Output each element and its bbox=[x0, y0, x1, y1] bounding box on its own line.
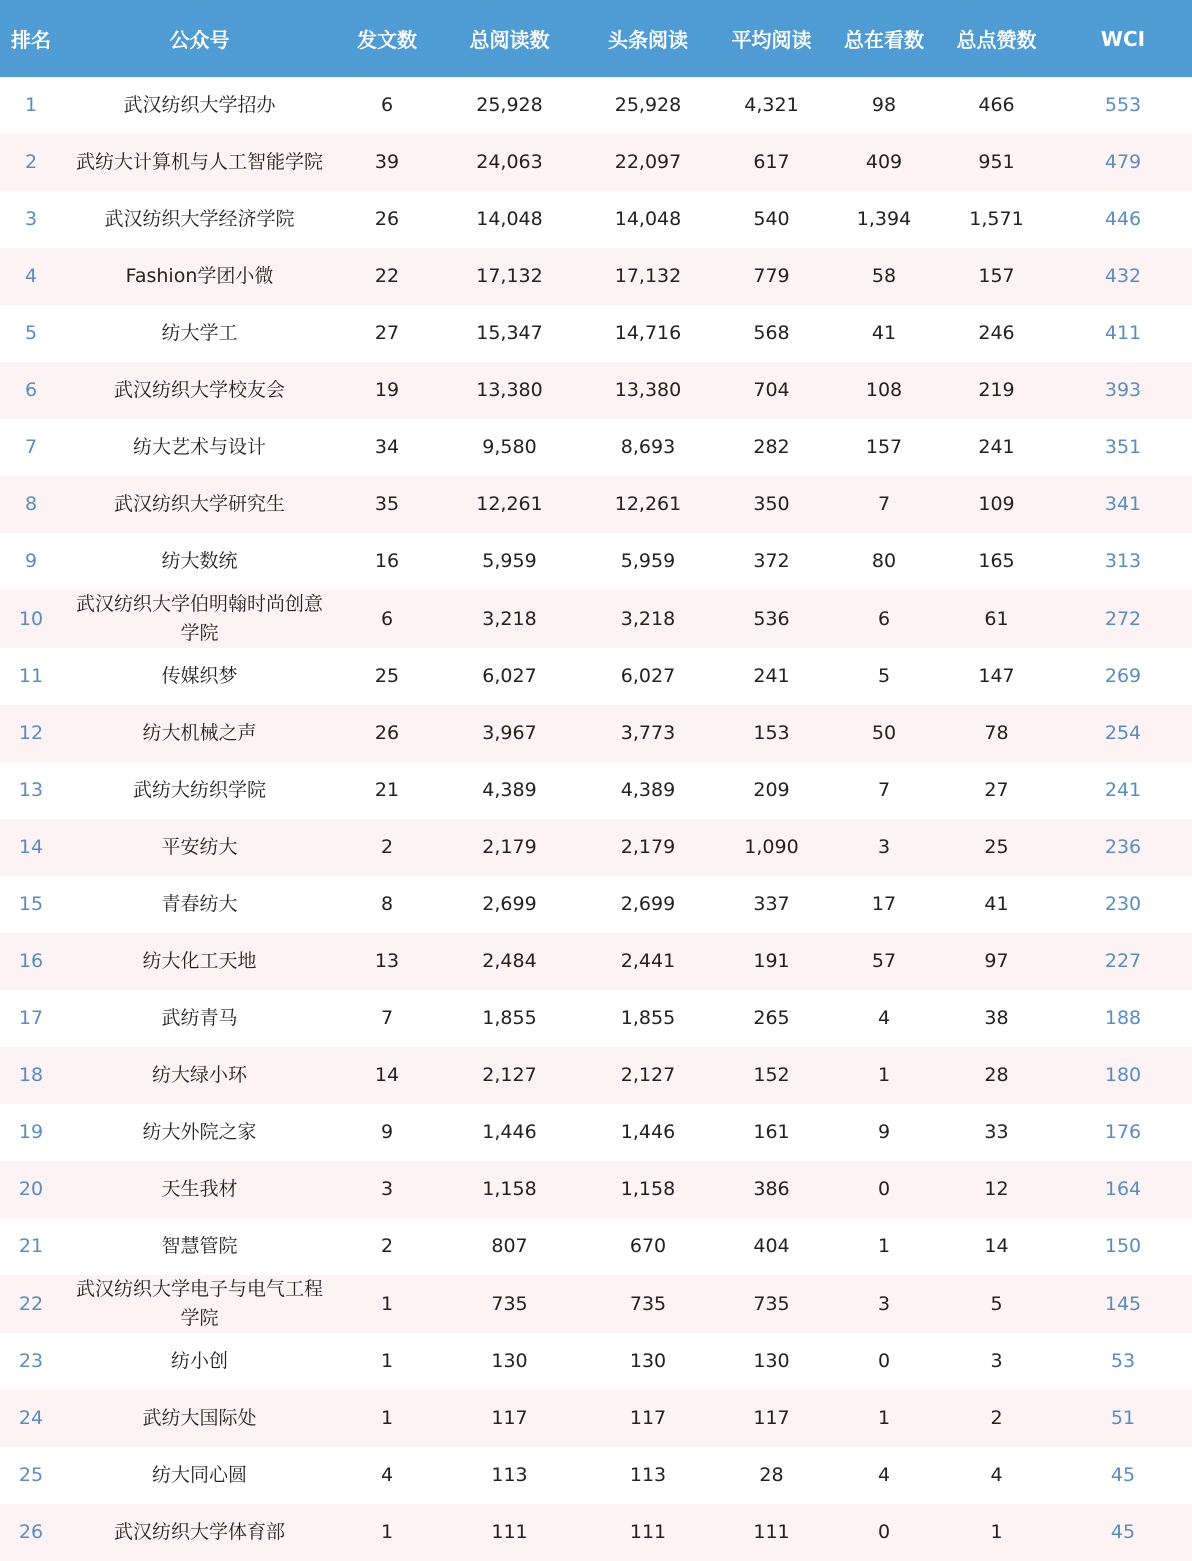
total-reads-cell: 9,580 bbox=[482, 436, 537, 458]
total-likes-cell: 27 bbox=[984, 779, 1009, 801]
avg-reads-cell: 265 bbox=[753, 1007, 790, 1029]
avg-reads-cell: 282 bbox=[753, 436, 790, 458]
wci-cell: 236 bbox=[1104, 836, 1142, 858]
rank-cell: 17 bbox=[18, 1007, 44, 1029]
total-likes-cell: 165 bbox=[978, 550, 1015, 572]
total-watching-cell: 41 bbox=[871, 322, 897, 344]
posts-cell: 35 bbox=[374, 493, 400, 515]
header-posts[interactable]: 发文数 bbox=[357, 28, 417, 52]
rank-cell: 21 bbox=[18, 1235, 44, 1257]
posts-cell: 4 bbox=[380, 1464, 394, 1486]
total-likes-cell: 157 bbox=[978, 265, 1015, 287]
avg-reads-cell: 1,090 bbox=[744, 836, 799, 858]
wci-cell: 393 bbox=[1104, 379, 1142, 401]
total-reads-cell: 2,127 bbox=[482, 1064, 537, 1086]
total-reads-cell: 15,347 bbox=[476, 322, 543, 344]
rank-cell: 13 bbox=[18, 779, 44, 801]
headline-reads-cell: 8,693 bbox=[620, 436, 676, 458]
account-name-cell: 青春纺大 bbox=[161, 893, 238, 915]
total-likes-cell: 4 bbox=[990, 1464, 1003, 1486]
rank-cell: 3 bbox=[24, 208, 38, 230]
total-watching-cell: 80 bbox=[871, 550, 897, 572]
rank-cell: 12 bbox=[18, 722, 44, 744]
posts-cell: 2 bbox=[380, 836, 394, 858]
total-likes-cell: 41 bbox=[984, 893, 1009, 915]
table-row bbox=[0, 648, 1192, 705]
posts-cell: 25 bbox=[374, 665, 400, 687]
table-row bbox=[0, 819, 1192, 876]
wci-cell: 272 bbox=[1104, 607, 1142, 630]
total-likes-cell: 33 bbox=[984, 1121, 1009, 1143]
total-reads-cell: 14,048 bbox=[476, 208, 543, 230]
header-avg-reads[interactable]: 平均阅读 bbox=[731, 28, 812, 52]
total-watching-cell: 0 bbox=[877, 1350, 891, 1372]
total-watching-cell: 98 bbox=[871, 94, 897, 116]
total-watching-cell: 4 bbox=[877, 1464, 891, 1486]
account-name-cell: 武汉纺织大学校友会 bbox=[113, 379, 285, 401]
posts-cell: 1 bbox=[380, 1407, 394, 1429]
headline-reads-cell: 25,928 bbox=[614, 94, 682, 116]
total-likes-cell: 28 bbox=[984, 1064, 1009, 1086]
posts-cell: 34 bbox=[374, 436, 400, 458]
header-wci[interactable]: WCI bbox=[1100, 26, 1146, 51]
total-reads-cell: 2,179 bbox=[482, 836, 537, 858]
headline-reads-cell: 1,855 bbox=[620, 1007, 676, 1029]
headline-reads-cell: 12,261 bbox=[614, 493, 682, 515]
header-rank[interactable]: 排名 bbox=[11, 28, 51, 52]
wci-cell: 553 bbox=[1104, 94, 1142, 116]
avg-reads-cell: 130 bbox=[753, 1350, 790, 1372]
total-watching-cell: 108 bbox=[865, 379, 903, 401]
headline-reads-cell: 5,959 bbox=[620, 550, 676, 572]
rank-cell: 18 bbox=[18, 1064, 44, 1086]
table-row bbox=[0, 876, 1192, 933]
rank-cell: 1 bbox=[24, 94, 38, 116]
rank-cell: 6 bbox=[24, 379, 38, 401]
rank-cell: 8 bbox=[24, 493, 38, 515]
headline-reads-cell: 22,097 bbox=[614, 151, 682, 173]
avg-reads-cell: 350 bbox=[753, 493, 790, 515]
total-likes-cell: 61 bbox=[984, 607, 1009, 630]
total-watching-cell: 1 bbox=[877, 1064, 891, 1086]
wci-cell: 180 bbox=[1104, 1064, 1142, 1086]
table-row bbox=[0, 1104, 1192, 1161]
table-row bbox=[0, 990, 1192, 1047]
headline-reads-cell: 2,179 bbox=[620, 836, 676, 858]
rank-cell: 2 bbox=[24, 151, 38, 173]
wci-cell: 51 bbox=[1110, 1407, 1136, 1429]
wci-cell: 241 bbox=[1104, 779, 1142, 801]
avg-reads-cell: 117 bbox=[753, 1407, 790, 1429]
total-watching-cell: 9 bbox=[877, 1121, 891, 1143]
avg-reads-cell: 536 bbox=[753, 607, 790, 630]
total-likes-cell: 109 bbox=[978, 493, 1015, 515]
avg-reads-cell: 152 bbox=[753, 1064, 790, 1086]
table-row bbox=[0, 1275, 1192, 1333]
total-likes-cell: 97 bbox=[984, 950, 1009, 972]
total-reads-cell: 111 bbox=[491, 1521, 528, 1543]
total-likes-cell: 246 bbox=[978, 322, 1015, 344]
total-reads-cell: 1,158 bbox=[482, 1178, 537, 1200]
total-reads-cell: 807 bbox=[491, 1235, 528, 1257]
avg-reads-cell: 540 bbox=[753, 208, 790, 230]
headline-reads-cell: 2,441 bbox=[620, 950, 676, 972]
table-row bbox=[0, 590, 1192, 648]
wci-cell: 432 bbox=[1104, 265, 1142, 287]
total-watching-cell: 157 bbox=[865, 436, 903, 458]
wci-cell: 53 bbox=[1110, 1350, 1136, 1372]
headline-reads-cell: 14,048 bbox=[614, 208, 682, 230]
posts-cell: 27 bbox=[374, 322, 400, 344]
posts-cell: 39 bbox=[374, 151, 400, 173]
total-reads-cell: 735 bbox=[491, 1292, 528, 1315]
posts-cell: 21 bbox=[374, 779, 400, 801]
posts-cell: 6 bbox=[380, 607, 394, 630]
avg-reads-cell: 404 bbox=[753, 1235, 790, 1257]
rank-cell: 24 bbox=[18, 1407, 44, 1429]
rank-cell: 5 bbox=[24, 322, 38, 344]
account-name-cell: 武纺青马 bbox=[161, 1007, 238, 1029]
rank-cell: 10 bbox=[18, 607, 44, 630]
headline-reads-cell: 6,027 bbox=[620, 665, 676, 687]
table-row bbox=[0, 1333, 1192, 1390]
account-name-cell: 武纺大计算机与人工智能学院 bbox=[75, 151, 323, 173]
account-name-cell: 平安纺大 bbox=[161, 836, 238, 858]
headline-reads-cell: 117 bbox=[629, 1407, 667, 1429]
posts-cell: 26 bbox=[374, 722, 400, 744]
total-watching-cell: 4 bbox=[877, 1007, 891, 1029]
table-row bbox=[0, 933, 1192, 990]
wci-cell: 188 bbox=[1104, 1007, 1142, 1029]
table-row bbox=[0, 77, 1192, 134]
table-row bbox=[0, 1047, 1192, 1104]
total-watching-cell: 1 bbox=[877, 1235, 891, 1257]
total-reads-cell: 13,380 bbox=[476, 379, 543, 401]
posts-cell: 14 bbox=[374, 1064, 400, 1086]
posts-cell: 1 bbox=[380, 1350, 394, 1372]
headline-reads-cell: 2,127 bbox=[620, 1064, 676, 1086]
posts-cell: 1 bbox=[380, 1521, 394, 1543]
rank-cell: 19 bbox=[18, 1121, 44, 1143]
rank-cell: 9 bbox=[24, 550, 38, 572]
header-total-reads[interactable]: 总阅读数 bbox=[469, 28, 550, 52]
total-reads-cell: 1,855 bbox=[482, 1007, 537, 1029]
total-reads-cell: 3,967 bbox=[482, 722, 537, 744]
wci-cell: 479 bbox=[1104, 151, 1142, 173]
table-body bbox=[0, 77, 1192, 1561]
headline-reads-cell: 1,446 bbox=[620, 1121, 676, 1143]
table-row bbox=[0, 533, 1192, 590]
table-row bbox=[0, 476, 1192, 533]
header-account[interactable]: 公众号 bbox=[169, 28, 230, 52]
wci-cell: 313 bbox=[1104, 550, 1142, 572]
posts-cell: 13 bbox=[374, 950, 400, 972]
headline-reads-cell: 2,699 bbox=[620, 893, 676, 915]
table-row bbox=[0, 248, 1192, 305]
posts-cell: 19 bbox=[374, 379, 400, 401]
account-name-cell: 纺小创 bbox=[170, 1350, 228, 1372]
avg-reads-cell: 191 bbox=[753, 950, 790, 972]
avg-reads-cell: 153 bbox=[753, 722, 790, 744]
headline-reads-cell: 113 bbox=[629, 1464, 667, 1486]
account-name-cell: 武汉纺织大学经济学院 bbox=[104, 208, 295, 230]
total-likes-cell: 5 bbox=[990, 1292, 1003, 1315]
total-watching-cell: 0 bbox=[877, 1521, 891, 1543]
total-reads-cell: 3,218 bbox=[482, 607, 537, 630]
table-row bbox=[0, 191, 1192, 248]
total-likes-cell: 951 bbox=[978, 151, 1015, 173]
account-name-cell: 武纺大国际处 bbox=[142, 1407, 257, 1429]
posts-cell: 8 bbox=[380, 893, 394, 915]
total-watching-cell: 7 bbox=[877, 779, 891, 801]
rank-cell: 25 bbox=[18, 1464, 44, 1486]
account-name-cell: 武纺大纺织学院 bbox=[132, 779, 266, 801]
wci-cell: 150 bbox=[1104, 1235, 1142, 1257]
headline-reads-cell: 4,389 bbox=[620, 779, 676, 801]
posts-cell: 16 bbox=[374, 550, 400, 572]
total-watching-cell: 409 bbox=[865, 151, 903, 173]
total-likes-cell: 78 bbox=[984, 722, 1009, 744]
rank-cell: 14 bbox=[18, 836, 44, 858]
table-row bbox=[0, 362, 1192, 419]
wci-cell: 351 bbox=[1104, 436, 1142, 458]
account-name-cell: 纺大化工天地 bbox=[142, 950, 257, 972]
total-reads-cell: 113 bbox=[491, 1464, 528, 1486]
posts-cell: 2 bbox=[380, 1235, 394, 1257]
posts-cell: 7 bbox=[380, 1007, 394, 1029]
total-reads-cell: 2,484 bbox=[482, 950, 537, 972]
posts-cell: 3 bbox=[380, 1178, 394, 1200]
total-reads-cell: 5,959 bbox=[482, 550, 537, 572]
total-watching-cell: 3 bbox=[877, 836, 891, 858]
wci-cell: 145 bbox=[1104, 1292, 1142, 1315]
account-name-cell: 纺大同心圆 bbox=[151, 1464, 247, 1486]
avg-reads-cell: 372 bbox=[753, 550, 790, 572]
avg-reads-cell: 779 bbox=[753, 265, 790, 287]
account-name-cell: 武汉纺织大学研究生 bbox=[113, 493, 285, 515]
account-name-cell: 纺大学工 bbox=[161, 322, 238, 344]
total-reads-cell: 117 bbox=[491, 1407, 528, 1429]
table-row bbox=[0, 705, 1192, 762]
wci-cell: 446 bbox=[1104, 208, 1142, 230]
total-watching-cell: 50 bbox=[871, 722, 897, 744]
wci-cell: 45 bbox=[1110, 1521, 1136, 1543]
account-name-cell: 纺大机械之声 bbox=[142, 722, 257, 744]
total-reads-cell: 4,389 bbox=[482, 779, 537, 801]
posts-cell: 22 bbox=[374, 265, 400, 287]
headline-reads-cell: 111 bbox=[629, 1521, 667, 1543]
avg-reads-cell: 337 bbox=[753, 893, 790, 915]
table-row bbox=[0, 419, 1192, 476]
headline-reads-cell: 735 bbox=[629, 1292, 667, 1315]
avg-reads-cell: 28 bbox=[759, 1464, 784, 1486]
table-row bbox=[0, 1390, 1192, 1447]
headline-reads-cell: 1,158 bbox=[620, 1178, 676, 1200]
avg-reads-cell: 617 bbox=[753, 151, 790, 173]
total-likes-cell: 2 bbox=[990, 1407, 1003, 1429]
wci-cell: 341 bbox=[1104, 493, 1142, 515]
account-name-cell: 纺大绿小环 bbox=[151, 1064, 247, 1086]
total-watching-cell: 3 bbox=[877, 1292, 891, 1315]
table-row bbox=[0, 1218, 1192, 1275]
wci-cell: 45 bbox=[1110, 1464, 1136, 1486]
table-row bbox=[0, 134, 1192, 191]
total-watching-cell: 0 bbox=[877, 1178, 891, 1200]
total-likes-cell: 14 bbox=[984, 1235, 1009, 1257]
rank-cell: 11 bbox=[18, 665, 44, 687]
account-name-cell: Fashion学团小微 bbox=[125, 265, 274, 287]
avg-reads-cell: 111 bbox=[753, 1521, 790, 1543]
total-watching-cell: 7 bbox=[877, 493, 891, 515]
headline-reads-cell: 17,132 bbox=[614, 265, 682, 287]
table-header-row bbox=[0, 0, 1192, 77]
header-headline-reads[interactable]: 头条阅读 bbox=[608, 28, 688, 52]
account-name-cell: 武汉纺织大学体育部 bbox=[113, 1521, 285, 1543]
account-name-cell: 纺大外院之家 bbox=[142, 1121, 257, 1143]
account-name-cell: 武汉纺织大学电子与电气工程学院 bbox=[75, 1278, 323, 1329]
wci-cell: 269 bbox=[1104, 665, 1142, 687]
avg-reads-cell: 704 bbox=[753, 379, 790, 401]
total-likes-cell: 3 bbox=[990, 1350, 1003, 1372]
posts-cell: 6 bbox=[380, 94, 394, 116]
total-reads-cell: 17,132 bbox=[476, 265, 543, 287]
wci-cell: 227 bbox=[1104, 950, 1142, 972]
total-reads-cell: 130 bbox=[491, 1350, 528, 1372]
wci-cell: 176 bbox=[1104, 1121, 1142, 1143]
rank-cell: 20 bbox=[18, 1178, 44, 1200]
headline-reads-cell: 3,773 bbox=[620, 722, 676, 744]
wci-cell: 230 bbox=[1104, 893, 1142, 915]
avg-reads-cell: 4,321 bbox=[744, 94, 799, 116]
rank-cell: 23 bbox=[18, 1350, 44, 1372]
table-row bbox=[0, 305, 1192, 362]
avg-reads-cell: 386 bbox=[753, 1178, 790, 1200]
account-name-cell: 纺大数统 bbox=[161, 550, 238, 572]
account-name-cell: 天生我材 bbox=[161, 1178, 238, 1200]
table-row bbox=[0, 1504, 1192, 1561]
total-likes-cell: 1,571 bbox=[969, 208, 1024, 230]
total-reads-cell: 1,446 bbox=[482, 1121, 537, 1143]
total-likes-cell: 38 bbox=[984, 1007, 1009, 1029]
account-name-cell: 武汉纺织大学招办 bbox=[123, 94, 276, 116]
rank-cell: 15 bbox=[18, 893, 44, 915]
total-watching-cell: 5 bbox=[877, 665, 891, 687]
total-watching-cell: 58 bbox=[871, 265, 897, 287]
wci-cell: 254 bbox=[1104, 722, 1142, 744]
avg-reads-cell: 568 bbox=[753, 322, 790, 344]
total-likes-cell: 25 bbox=[984, 836, 1009, 858]
headline-reads-cell: 130 bbox=[629, 1350, 667, 1372]
headline-reads-cell: 13,380 bbox=[614, 379, 682, 401]
total-watching-cell: 6 bbox=[877, 607, 891, 630]
total-likes-cell: 1 bbox=[990, 1521, 1003, 1543]
total-watching-cell: 1,394 bbox=[856, 208, 912, 230]
table-row bbox=[0, 1447, 1192, 1504]
total-likes-cell: 241 bbox=[978, 436, 1015, 458]
rank-cell: 4 bbox=[24, 265, 38, 287]
rank-cell: 26 bbox=[18, 1521, 44, 1543]
posts-cell: 26 bbox=[374, 208, 400, 230]
posts-cell: 1 bbox=[380, 1292, 394, 1315]
avg-reads-cell: 161 bbox=[753, 1121, 790, 1143]
account-name-cell: 武汉纺织大学伯明翰时尚创意学院 bbox=[75, 593, 323, 644]
headline-reads-cell: 14,716 bbox=[614, 322, 682, 344]
total-likes-cell: 466 bbox=[978, 94, 1015, 116]
headline-reads-cell: 670 bbox=[629, 1235, 667, 1257]
total-likes-cell: 12 bbox=[984, 1178, 1009, 1200]
header-total-watching[interactable]: 总在看数 bbox=[844, 28, 924, 52]
avg-reads-cell: 241 bbox=[753, 665, 790, 687]
table-row bbox=[0, 1161, 1192, 1218]
account-name-cell: 智慧管院 bbox=[161, 1235, 238, 1257]
total-likes-cell: 147 bbox=[978, 665, 1015, 687]
table-row bbox=[0, 762, 1192, 819]
total-watching-cell: 17 bbox=[871, 893, 897, 915]
avg-reads-cell: 209 bbox=[753, 779, 790, 801]
rank-cell: 16 bbox=[18, 950, 44, 972]
headline-reads-cell: 3,218 bbox=[620, 607, 676, 630]
total-watching-cell: 1 bbox=[877, 1407, 891, 1429]
account-name-cell: 传媒织梦 bbox=[161, 665, 238, 687]
total-reads-cell: 6,027 bbox=[482, 665, 537, 687]
posts-cell: 9 bbox=[380, 1121, 394, 1143]
total-reads-cell: 25,928 bbox=[476, 94, 543, 116]
rank-cell: 7 bbox=[24, 436, 38, 458]
rank-cell: 22 bbox=[18, 1292, 44, 1315]
wci-cell: 164 bbox=[1104, 1178, 1142, 1200]
total-reads-cell: 24,063 bbox=[476, 151, 543, 173]
total-likes-cell: 219 bbox=[978, 379, 1015, 401]
total-reads-cell: 2,699 bbox=[482, 893, 537, 915]
header-total-likes[interactable]: 总点赞数 bbox=[956, 28, 1037, 52]
account-name-cell: 纺大艺术与设计 bbox=[132, 436, 266, 458]
total-reads-cell: 12,261 bbox=[476, 493, 543, 515]
avg-reads-cell: 735 bbox=[753, 1292, 790, 1315]
wci-cell: 411 bbox=[1104, 322, 1142, 344]
total-watching-cell: 57 bbox=[871, 950, 897, 972]
